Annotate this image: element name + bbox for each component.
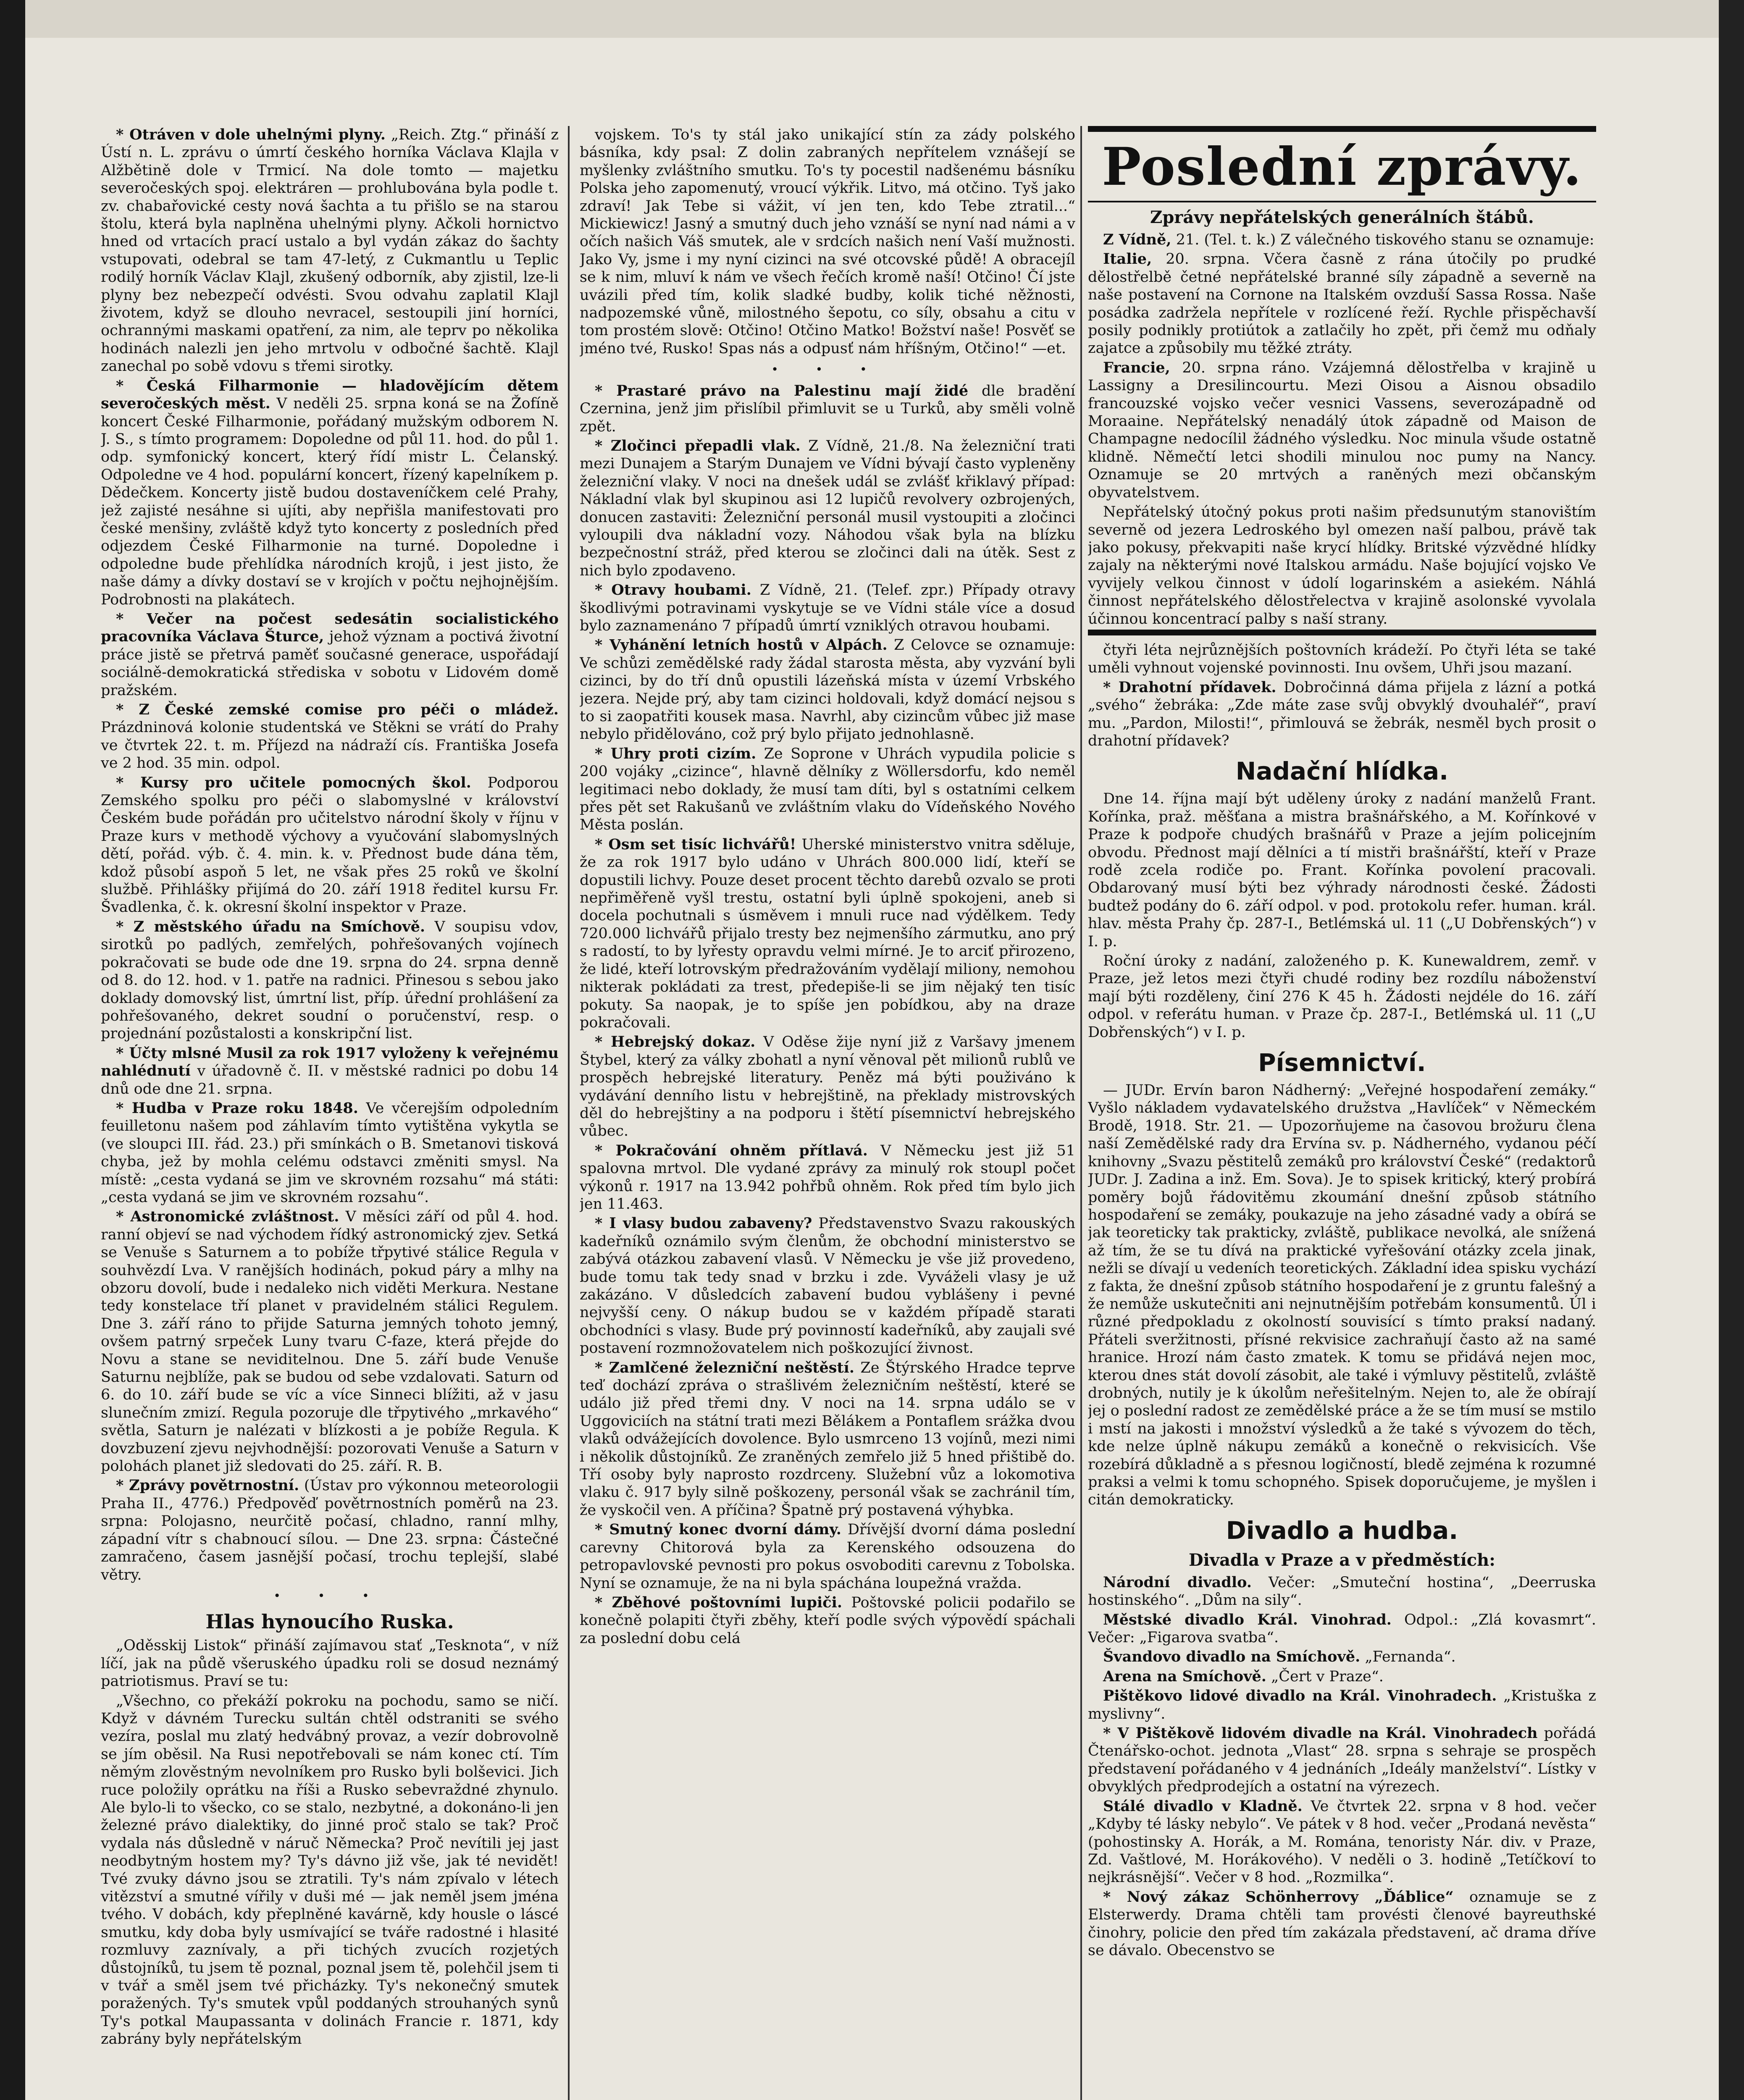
theatre-lead: Městské divadlo Král. Vinohrad. bbox=[1103, 1611, 1392, 1628]
news-lead: * Zločinci přepadli vlak. bbox=[595, 437, 801, 454]
news-text: v úřadovně č. II. v městské radnici po dobu 14 dnů ode dne 21. srpna. bbox=[101, 1063, 559, 1097]
news-lead: * Česká Filharmonie — hladovějícím dětem severočeských měst. bbox=[101, 377, 559, 412]
scan-border-right bbox=[1719, 0, 1744, 2100]
news-item bbox=[101, 701, 559, 772]
theatre-item bbox=[1088, 1888, 1596, 1960]
news-lead: * Účty mlsné Musil za rok 1917 vyloženy k veřejnému nahlédnutí bbox=[101, 1044, 559, 1080]
news-item bbox=[101, 610, 559, 699]
news-item bbox=[580, 836, 1075, 1032]
news-item bbox=[580, 1142, 1075, 1213]
column-rule-2 bbox=[1080, 126, 1082, 2100]
news-text: Uherské ministerstvo vnitra sděluje, že za rok 1917 bylo udáno v Uhrách 800.000 lidí, kteří se dopustili lichvy. Pouze deset procent těchto darebů ozvalo se proti nepřiměřeně vyšl trestu, ostatní byli úplně spokojeni, aneb si docela pochutnali s úsměvem i mnuli ruce nad výdělkem. Tedy 720.000 lichvářů přijalo tresty bez nejmenšího zármutku, ano prý s radostí, to by lyřesty opravdu velmi mírné. Je to arciť přirozeno, že lidé, kteří lotrovským předražováním vydělají miliony, nemohou nikterak pokládati za trest, předepiše-li se jim nějaký ten tisíc pokuty. Sa naopak, je to spíše jen pobídkou, aby na draze pokračovali. bbox=[580, 836, 1075, 1031]
news-item bbox=[580, 382, 1075, 436]
news-item bbox=[580, 1033, 1075, 1140]
masthead-rule-top bbox=[1088, 126, 1596, 132]
news-lead: * Zprávy povětrnostní. bbox=[116, 1477, 299, 1494]
theatre-text: Odpol.: „Zlá kovasmrt“. Večer: „Figarova svatba“. bbox=[1088, 1611, 1596, 1646]
news-lead: * Z městského úřadu na Smíchově. bbox=[116, 918, 425, 935]
theatre-text: „Čert v Praze“. bbox=[1266, 1668, 1384, 1685]
news-lead: * Astronomické zvláštnost. bbox=[116, 1208, 339, 1226]
news-item bbox=[101, 377, 559, 609]
news-text: Ze Štýrského Hradce teprve teď dochází zpráva o strašlivém železničním neštěstí, které se událo již před třemi dny. V noci na 14. srpna událo se v Uggoviciích na státní trati mezi Bělákem a Pontaflem srážka dvou vlaků odvážejících dovolence. Bylo usmrceno 13 vojínů, mezi nimi i několik důstojníků. Ze zraněných zemřelo již 5 hned přištibě do. Tří osoby byly naprosto rozdrceny. Služební vůz a lokomotiva vlaku č. 917 byly silně poškozeny, personál však se zachránil tím, že vyskočil ven. A příčina? Špatně prý postavená výhybka. bbox=[580, 1359, 1075, 1519]
theatre-lead: * Nový zákaz Schönherrovy „Ďáblice“ bbox=[1103, 1888, 1454, 1906]
news-lead: Italie, bbox=[1103, 250, 1152, 268]
news-item bbox=[1088, 231, 1596, 249]
news-text: V měsíci září od půl 4. hod. ranní objeví se nad východem řídký astronomický zjev. Setká se Venuše s Saturnem a to pobíže třpytivé stálice Regula v souhvězdí Lva. V ranějších hodinách, pokud páry a mlhy na obzoru dovolí, bude i nedaleko nich viděti Merkura. Nestane tedy konstelace tří planet v pravidelném stálici Regulem. Dne 3. září ráno to přijde Saturna jemných tohoto jemný, ovšem patrný srpeček Luny tvaru C-faze, která přejde do Novu a stane se neviditelnou. Dne 5. září bude Venuše Saturnu nejblíže, pak se budou od sebe vzdalovati. Saturn od 6. do 10. září bude se víc a více Sinneci blížiti, až v jasu slunečním zmizí. Regula pozoruje dle třpytivého „mrkavého“ světla, Saturn je nalézati v blízkosti a je pobíže Regula. K dovzbuzení zjevu nejvhodnější: pozorovati Venuše a Saturn v polohách planet již sledovati do 25. září. R. B. bbox=[101, 1208, 559, 1475]
foundation-paragraph: Roční úroky z nadání, založeného p. K. Kunewaldrem, zemř. v Praze, jež letos mezi čtyři chudé rodiny bez rozdílu náboženství mají býti rozděleny, činí 276 K 45 h. Žádosti nejdéle do 16. září odpol. v referátu human. v Praze čp. 287-I., Betlémská ul. 11 („U Dobřenských“) v I. p. bbox=[1088, 953, 1596, 1041]
news-item bbox=[580, 745, 1075, 834]
news-lead: * Večer na počest sedesátin socialistického pracovníka Václava Šturce, bbox=[101, 610, 559, 646]
news-text: jehož význam a poctivá životní práce jistě se přetrvá paměť současné generace, uspořádají sociálně-demokratická střediska v sobotu v Lidovém domě pražském. bbox=[101, 628, 559, 699]
news-lead: * Hebrejský dokaz. bbox=[595, 1033, 756, 1051]
news-text: Poštovské policii podařilo se konečně polapiti čtyři zběhy, kteří podle svých výpovědí spáchali za poslední dobu celá bbox=[580, 1594, 1075, 1647]
news-item bbox=[580, 636, 1075, 743]
news-item bbox=[580, 1594, 1075, 1647]
theatre-heading: Divadlo a hudba. bbox=[1226, 1516, 1458, 1545]
news-item bbox=[101, 774, 559, 916]
theatre-lead: * V Pištěkově lidovém divadle na Král. Vinohradech bbox=[1103, 1725, 1538, 1742]
theatre-lead: Stálé divadlo v Kladně. bbox=[1103, 1797, 1303, 1815]
news-text: V soupisu vdov, sirotků po padlých, zemřelých, pohřešovaných vojínech pokračovati se bude ode dne 19. srpna do 24. srpna denně od 8. do 12. hod. v 1. patře na radnici. Přinesou s sebou jako doklady domovský list, úmrtní list, příp. úřední prohlášení za pohřešovaného, dekret soudní o poručenství, resp. o projednání pozůstalosti a konskripční list. bbox=[101, 918, 559, 1042]
news-lead: * I vlasy budou zabaveny? bbox=[595, 1215, 812, 1232]
news-lead: * Prastaré právo na Palestinu mají židé bbox=[595, 382, 969, 399]
theatre-text: „Fernanda“. bbox=[1360, 1648, 1456, 1666]
news-item bbox=[580, 437, 1075, 580]
news-item bbox=[101, 1208, 559, 1475]
column-3 bbox=[1088, 126, 1596, 2100]
news-item bbox=[1088, 250, 1596, 357]
news-text: 20. srpna ráno. Vzájemná dělostřelba v krajině u Lassigny a Dresilincourtu. Mezi Oisou a Aisnou obsadilo francouzské vojsko večer vesnici Vassens, severozápadně od Moraaine. Nepřátelský nenadálý útok západně od Maison de Champagne nedocílil žádného výsledku. Noc minula všude ostatně klidně. Němečtí letci shodili minulou noc pumy na Nancy. Oznamuje se 20 mrtvých a raněných mezi občanským obyvatelstvem. bbox=[1088, 359, 1596, 501]
theatre-text: Večer: „Smuteční hostina“, „Deerruska hostinského“. „Dům na sily“. bbox=[1088, 1574, 1596, 1609]
column-1-news bbox=[101, 126, 559, 1584]
news-lead: * Zamlčené železniční neštěstí. bbox=[595, 1359, 855, 1376]
news-item bbox=[1088, 503, 1596, 628]
theatre-text: „Kristuška z myslivny“. bbox=[1088, 1688, 1596, 1722]
news-lead: * Vyhánění letních hostů v Alpách. bbox=[595, 636, 888, 654]
news-item bbox=[101, 918, 559, 1043]
general-staff-subhead: Zprávy nepřátelských generálních štábů. bbox=[1150, 207, 1534, 227]
theatre-item bbox=[1088, 1798, 1596, 1887]
news-lead: * Otráven v dole uhelnými plyny. bbox=[116, 126, 386, 143]
news-item bbox=[580, 1359, 1075, 1520]
news-item bbox=[580, 581, 1075, 635]
news-item bbox=[580, 1215, 1075, 1357]
news-text: čtyři léta nejrůznějších poštovních krádeží. Po čtyři léta se také uměli vyhnout vojenské povinnosti. Inu ovšem, Uhři jsou mazaní. bbox=[1088, 641, 1596, 677]
section-rule bbox=[1088, 630, 1596, 635]
news-text: Dřívější dvorní dáma poslední carevny Chitorová byla za Kerenského odsouzena do petropavlovské pevnosti pro pokus osvoboditi carevnu z Tobolska. Nyní se oznamuje, že na ni byla spáchána loupežná vražda. bbox=[580, 1521, 1075, 1592]
news-item bbox=[101, 126, 559, 375]
news-text: V Německu jest již 51 spalovna mrtvol. Dle vydané zprávy za minulý rok stoupl počet výkonů r. 1917 na 13.942 pohřbů ohněm. Rok před tím bylo jich jen 11.463. bbox=[580, 1142, 1075, 1213]
news-text: „Reich. Ztg.“ přináší z Ústí n. L. zprávu o úmrtí českého horníka Václava Klajla v Alžbětině dole v Trmicí. Na dole tomto — majetku severočeských spoj. elektráren — prohlubována byla podle t. zv. chabařovické cesty nová šachta a tu přišlo se na starou štolu, která byla naplněna uhelnými plyny. Ačkoli hornictvo hned od vrtacích prací ustalo a byl vydán zákaz do šachty vstupovati, odebral se tam 47-letý, z Cukmantlu u Teplic rodilý horník Václav Klajl, zkušený odborník, aby zjistil, lze-li plyny bez nebezpečí odvésti. Svou odvahu zaplatil Klajl životem, když se dlouho nevracel, sestoupili jiní horníci, ochrannými maskami opatření, za nim, ale teprv po několika hodinách nalezli jen jeho mrtvolu v odbočné šachtě. Klajl zanechal po sobě vdovu s třemi sirotky. bbox=[101, 126, 559, 375]
news-text: Z Vídně, 21. (Telef. zpr.) Případy otravy škodlivými potravinami vyskytuje se ve Vídni stále více a dosud bylo zaznamenáno 7 případů úmrtí vzniklých otravou houbami. bbox=[580, 582, 1075, 634]
news-text: V Oděse žije nyní již z Varšavy jmenem Štybel, který za války zbohatl a nyní věnoval pět milionů rublů ve prospěch hebrejské literatury. Peněz má býti použiváno k vydávání denního listu v hebrejštině, na překlady mistrovských děl do hebrejštiny a na podporu i štětí písemnictví hebrejského vůbec. bbox=[580, 1034, 1075, 1140]
news-text: dle bradění Czernina, jenž jim přislíbil přimluvit se u Turků, aby směli volně zpět. bbox=[580, 382, 1075, 435]
news-lead: * Smutný konec dvorní dámy. bbox=[595, 1521, 841, 1538]
news-text: V neděli 25. srpna koná se na Žofíně koncert České Filharmonie, pořádaný mužským odborem N. J. S., s tímto programem: Dopoledne od půl 11. hod. do půl 1. odp. symfonický koncert, který řídí mistr L. Čelanský. Odpoledne ve 4 hod. populární koncert, řízený kapelníkem p. Dědečkem. Koncerty jistě budou dostaveníčkem celé Prahy, jež zajisté nesáhne si ujíti, aby nepřišla manifestovati pro české menšiny, zvláště když tyto koncerty z posledních před odjezdem České Filharmonie na turné. Dopoledne i odpoledne bude přehlídka národních krojů, i jest jisto, že naše dámy a dívky dostaví se v krojích v počtu nejhojnějším. Podrobnosti na plakátech. bbox=[101, 395, 559, 608]
section-divider: • • • bbox=[273, 1588, 386, 1603]
news-item bbox=[1088, 359, 1596, 501]
article-title: Hlas hynoucího Ruska. bbox=[205, 1610, 454, 1633]
foundation-heading: Nadační hlídka. bbox=[1235, 757, 1449, 786]
news-text: Z Vídně, 21./8. Na železniční trati mezi Dunajem a Starým Dunajem ve Vídni bývají často vypleněny železniční vlaky. V noci na dnešek udál se zvlášť křiklavý případ: Nákladní vlak byl skupinou asi 12 lupičů revolvery ozbrojených, donucen zastaviti: Železniční personál musil vystoupiti a zločinci vyloupili dva nákladní vozy. Náhodou však byla na blízku bezpečnostní stráž, před kterou se zločinci dali na útěk. Sest z nich bylo zpodaveno. bbox=[580, 437, 1075, 579]
news-text: Představenstvo Svazu rakouských kadeřníků oznámilo svým členům, že obchodní ministerstvo se zabývá otázkou zabavení vlasů. V Německu je vše již provedeno, bude tomu tak tedy snad v brzku i zde. Vyváželi vlasy je už zakázáno. V důsledcích zabavení budou vyblášeny i pevné nejvyšší ceny. O nákup budou se v každém případě starati obchodníci s vlasy. Bude prý povinností kadeřníků, aby zaujali své postavení rozmnožovatelem nich poškozující živnost. bbox=[580, 1215, 1075, 1357]
news-item bbox=[580, 126, 1075, 357]
news-text: Dobročinná dáma přijela z lázní a potká „svého“ žebráka: „Zde máte zase svůj obvyklý dvouhaléř“, praví mu. „Pardon, Milosti!“, přimlouvá se žebrák, nesměl bych prosit o drahotní přídavek? bbox=[1088, 679, 1596, 749]
theatre-text: oznamuje se z Elsterwerdy. Drama chtěli tam provésti členové bayreuthské činohry, policie den před tím zakázala představení, ač drama dříve se dávalo. Obecenstvo se bbox=[1088, 1888, 1596, 1959]
news-lead: * Kursy pro učitele pomocných škol. bbox=[116, 774, 471, 791]
article-paragraph: „Oděsskij Listok“ přináší zajímavou stať „Tesknota“, v níž líčí, jak na půdě všeruského úpadku roli se dosud neznámý patriotismus. Praví se tu: bbox=[101, 1637, 559, 1690]
article-paragraph: „Všechno, co překáží pokroku na pochodu, samo se ničí. Když v dávném Turecku sultán chtěl odstraniti se svého vezíra, poslal mu zlatý hedvábný provaz, a vezír dobrovolně se jím oběsil. Na Rusi nepotřebovali se nám konec ctí. Tím němým zlověstným nevolníkem pro Rusko byli bolševici. Jich ruce položily oprátku na říši a Rusko sebevraždné zhynulo. Ale bylo-li to všecko, co se stalo, nezbytné, a dokonáno-li jen železné právo dialektiky, do jinné proč stalo se tak? Proč vydala nás důsledně v náruč Německa? Proč nevítili jej jast neodbytným hostem my? Ty's dávno již vše, jak té nevidět! Tvé zvuky dávno jsou se ztratili. Ty's nám zpívalo v létech vitězství a smutné vířily v duši mé — jak neměl jsem jména tvého. V dobách, kdy přeplněné kavárně, kdy housle o láscé smutku, kdy doba byly usmívající se tváře radostné i hlasité rozmluvy zaznívaly, a při tichých zvucích rozjetých důstojníků, tu jsem tě poznal, poznal jsem tě, polehčil jsem ti v tvář a směl jsem tvé přicházky. Ty's nekonečný smutek poražených. Ty's smutek vpůl poddaných strouhaných synů Ty's potkal Maupassanta v dolinách Francie r. 1871, kdy zabrány byly nepřátelským bbox=[101, 1692, 559, 2048]
latest-news-masthead: Poslední zprávy. bbox=[1102, 136, 1582, 197]
news-item bbox=[1088, 679, 1596, 750]
news-lead: * Hudba v Praze roku 1848. bbox=[116, 1099, 358, 1117]
theatre-item bbox=[1088, 1668, 1596, 1685]
news-lead: * Z České zemské comise pro péči o mládež. bbox=[116, 701, 559, 718]
theatre-lead: Národní divadlo. bbox=[1103, 1573, 1252, 1591]
theatre-lead: Arena na Smíchově. bbox=[1103, 1667, 1266, 1685]
news-text: Prázdninová kolonie studentská ve Stěkni se vrátí do Prahy ve čtvrtek 22. t. m. Příjezd na nádraží cís. Františka Josefa ve 2 hod. 35 min. odpol. bbox=[101, 719, 559, 772]
theatre-item bbox=[1088, 1611, 1596, 1647]
news-text: Podporou Zemského spolku pro péči o slabomyslné v království Českém bude pořádán pro učitelstvo národní školy v říjnu v Praze kurs v methodě výchovy a vyučování slabomyslných dětí, pořád. výb. č. 4. min. k. v. Přednost bude dána těm, kdož působí aspoň 5 let, ne však přes 25 roků ve školní službě. Přihlášky přijímá do 20. září 1918 ředitel kursu Fr. Švadlenka, č. k. okresní školní inspektor v Praze. bbox=[101, 774, 559, 916]
foundation-paragraph: Dne 14. října mají být uděleny úroky z nadání manželů Frant. Kořínka, praž. měšťana a mistra brašnářského, a M. Kořínkové v Praze k podpoře chudých brašnářů v Praze a jejím policejním obvodu. Přednost mají dělníci a tí mistři brašnářští, kteří v Praze rodě zcela rodiče po. Frant. Kořínka povolení pracovali. Obdarovaný musí býti bez výhrady národnosti české. Žádosti budtež podány do 6. září odpol. v pod. protokolu refer. human. král. hlav. města Prahy čp. 287-I., Betlémská ul. 11 („U Dobřenských“) v I. p. bbox=[1088, 790, 1596, 950]
news-item bbox=[101, 1477, 559, 1583]
news-text: Ve včerejším odpoledním feuilletonu našem pod záhlavím tímto vytištěna vykytla se (ve sloupci III. řád. 23.) při smínkách o B. Smetanovi tisková chyba, jež by mohla celému odstavci změniti smysl. Na místě: „cesta vydaná se jim ve skrovném rozsahu“ má státi: „cesta vydaná se jim ve skrovném rozsahu“. bbox=[101, 1100, 559, 1206]
column-1 bbox=[101, 126, 559, 2100]
literature-paragraph: — JUDr. Ervín baron Nádherný: „Veřejné hospodaření zemáky.“ Vyšlo nákladem vydavatelského družstva „Havlíček“ v Německém Brodě, 1918. Str. 21. — Upozorňujeme na časovou brožuru člena naší Zemědělské rady dra Ervína sv. p. Nádherného, vydanou péčí knihovny „Svazu pěstitelů zemáků pro království České“ (redaktorů JUDr. J. Zadina a inž. Em. Sova). Je to spisek kritický, který probírá poměry bojů řádovitěmu zkoumání dnešní způsob státního hospodaření se zemáky, poukazuje na jeho zásadné vady a obírá se jak teoreticky tak prakticky, zvláště, publikace nevolká, ale snížená až tím, že se tu dívá na praktické vyřešování otázky zcela jinak, nežli se dívají u vedeních teoretických. Základní idea spisku vychází z fakta, že dnešní způsob státního hospodaření je z gruntu falešný a že nemůže uskutečniti ani nejnutnějším potřebám konsumentů. Úl i různé předpokladu z okolností souvisící s tímto praksí nadaný. Přáteli sveržitnosti, přísné rekvisice zachraňují často až na samé hranice. Hrozí nám často zmatek. K tomu se přidává nejen moc, kterou dnes stát dovolí zásobit, ale také i výmluvy pěstitelů, zvláště drobných, nutily je k úkolům neřešitelným. Nejen to, ale že obírají jej o poslední radost ze zemědělské práce a že se tím musí se mstilo i mstí na jakosti i množství výsledků a že také s vývozem do těch, kde nelze úplně nákupu zemáků a konečně o rekvisicích. Vše rozebírá důkladně a s přesnou logičností, bledě zejména k rozumné praksi a velmi k tomu schopného. Spisek doporučujeme, je myšlen i citán demokraticky. bbox=[1088, 1082, 1596, 1509]
theatre-subheading: Divadla v Praze a v předměstích: bbox=[1188, 1550, 1496, 1570]
theatre-item bbox=[1088, 1687, 1596, 1723]
news-text: Ze Soprone v Uhrách vypudila policie s 200 vojáky „cizince“, hlavně dělníky z Wöllersdorfu, kdo neměl legitimaci nebo doklady, že musí tam díti, byl s ostatními celkem přes pět set Rakušanů ve zvláštním vlaku do Vídeňského Nového Města poslán. bbox=[580, 745, 1075, 834]
news-text: (Ústav pro výkonnou meteorologii Praha II., 4776.) Předpověď povětrnostních poměrů na 23. srpna: Polojasno, neurčitě počasí, chladno, ranní mlhy, západní vítr s chabnoucí sílou. — Dne 23. srpna: Částečné zamračeno, časem jasnější počasí, trochu teplejší, slabé větry. bbox=[101, 1477, 559, 1583]
theatre-lead: Švandovo divadlo na Smíchově. bbox=[1103, 1648, 1361, 1666]
news-lead: * Drahotní přídavek. bbox=[1103, 678, 1276, 696]
news-lead: * Uhry proti cizím. bbox=[595, 745, 756, 762]
news-item bbox=[580, 1521, 1075, 1592]
theatre-lead: Pištěkovo lidové divadlo na Král. Vinohradech. bbox=[1103, 1687, 1497, 1705]
news-lead: Z Vídně, bbox=[1103, 231, 1171, 248]
news-item bbox=[101, 1045, 559, 1098]
theatre-item bbox=[1088, 1648, 1596, 1666]
theatre-item bbox=[1088, 1725, 1596, 1796]
news-lead: Francie, bbox=[1103, 359, 1170, 376]
news-text: Z Celovce se oznamuje: Ve schůzi zemědělské rady žádal starosta města, aby vyzvání byli cizinci, by do tří dnů opustili lázeňská místa v území Vrbského jezera. Nejde prý, aby tam cizinci holdovali, když domácí nejsou s to si zaopatřiti kousek masa. Navrhl, aby cizincům vůbec již mase nebylo přidělováno, což prý bylo přijato jednohlasně. bbox=[580, 637, 1075, 743]
news-text: 21. (Tel. t. k.) Z válečného tiskového stanu se oznamuje: bbox=[1171, 231, 1594, 248]
scan-border-top bbox=[0, 0, 1744, 38]
news-lead: * Pokračování ohněm přítlavá. bbox=[595, 1142, 868, 1159]
literature-heading: Písemnictví. bbox=[1258, 1048, 1426, 1077]
news-lead: * Otravy houbami. bbox=[595, 581, 751, 599]
masthead-rule-bottom bbox=[1088, 201, 1596, 202]
news-text: vojskem. To's ty stál jako unikající stín za zády polského básníka, kdy psal: Z dolin zabraných nepřítelem vznášejí se myšlenky zvláštního smutku. To's ty pocestil nadšenému básníku Polska jeho zapomenutý, vroucí výkřik. Litvo, má otčino. Tyš jako zdraví! Jak Tebe si vážit, ví jen ten, kdo Tebe ztratil...“ Mickiewicz! Jasný a smutný duch jeho vznáší se nyní nad námi a v očích našich Váš smutek, ale v srdcích našich není Vaší mužnosti. Jako Vy, jsme i my nyní cizinci na své otcovské půdě! A obracejíl se k nim, mluví k nám ve všech řečích kromě naší! Otčino! Čí jste uvázili před tím, kolik sladké budby, kolik tiché něžnosti, nadpozemské vůně, milostného šepotu, co síly, obsahu a citu v tom prostém slově: Otčino! Otčino Matko! Božství naše! Posvěť se jméno tvé, Rusko! Spas nás a odpusť nám hříšným, Otčino!“ —et. bbox=[580, 126, 1075, 357]
news-text: Nepřátelský útočný pokus proti našim předsunutým stanovištím severně od jezera Ledroského byl omezen naší palbou, právě tak jako pokusy, překvapiti naše krycí hlídky. Britské výzvědné hlídky zajaly na některými nové Italskou armádu. Naše bojující vojsko Ve vyvijely velkou činnost v údolí logarinském a asiekém. Náhlá činnost nepřátelského dělostřelectva v krajině asolonské vyvolala účinnou koncentrací palby s naší strany. bbox=[1088, 504, 1596, 627]
news-lead: * Osm set tisíc lichvářů! bbox=[595, 835, 796, 853]
theatre-text: pořádá Čtenářsko-ochot. jednota „Vlast“ 28. srpna s sehraje se prospěch představení pořádaného v 4 jednáních „Ideály manželství“. Lístky v obvyklých předprodejích a ostatní na výrezech. bbox=[1088, 1725, 1596, 1796]
theatre-text: Ve čtvrtek 22. srpna v 8 hod. večer „Kdyby té lásky nebylo“. Ve pátek v 8 hod. večer „Prodaná nevěsta“ (pohostinsky A. Horák, a M. Romána, tenoristy Nár. div. v Praze, Zd. Vaštlové, M. Horákového). V neděli o 3. hodině „Tetíčkoví to nejkrásnější“. Večer v 8 hod. „Rozmilka“. bbox=[1088, 1798, 1596, 1886]
news-item bbox=[101, 1100, 559, 1206]
news-lead: * Zběhové poštovními lupiči. bbox=[595, 1593, 843, 1611]
theatre-item bbox=[1088, 1574, 1596, 1609]
column-rule-1 bbox=[568, 126, 570, 2100]
scan-border-left bbox=[0, 0, 25, 2100]
news-text: 20. srpna. Včera časně z rána útočily po prudké dělostřelbě četné nepřátelské branné síly západně a severně na naše postavení na Cornone na Italském ovzduší Sassa Rossa. Naše posádka zadržela nepřítele v rozlícené řeží. Rychle přispěchavší posily podnikly protiútok a zatlačily ho zpět, při čemž mu odňaly zajatce a způsobily mu těžké ztráty. bbox=[1088, 251, 1596, 357]
column-2 bbox=[580, 126, 1075, 2100]
news-item bbox=[1088, 641, 1596, 677]
section-divider: • • • bbox=[771, 362, 884, 377]
